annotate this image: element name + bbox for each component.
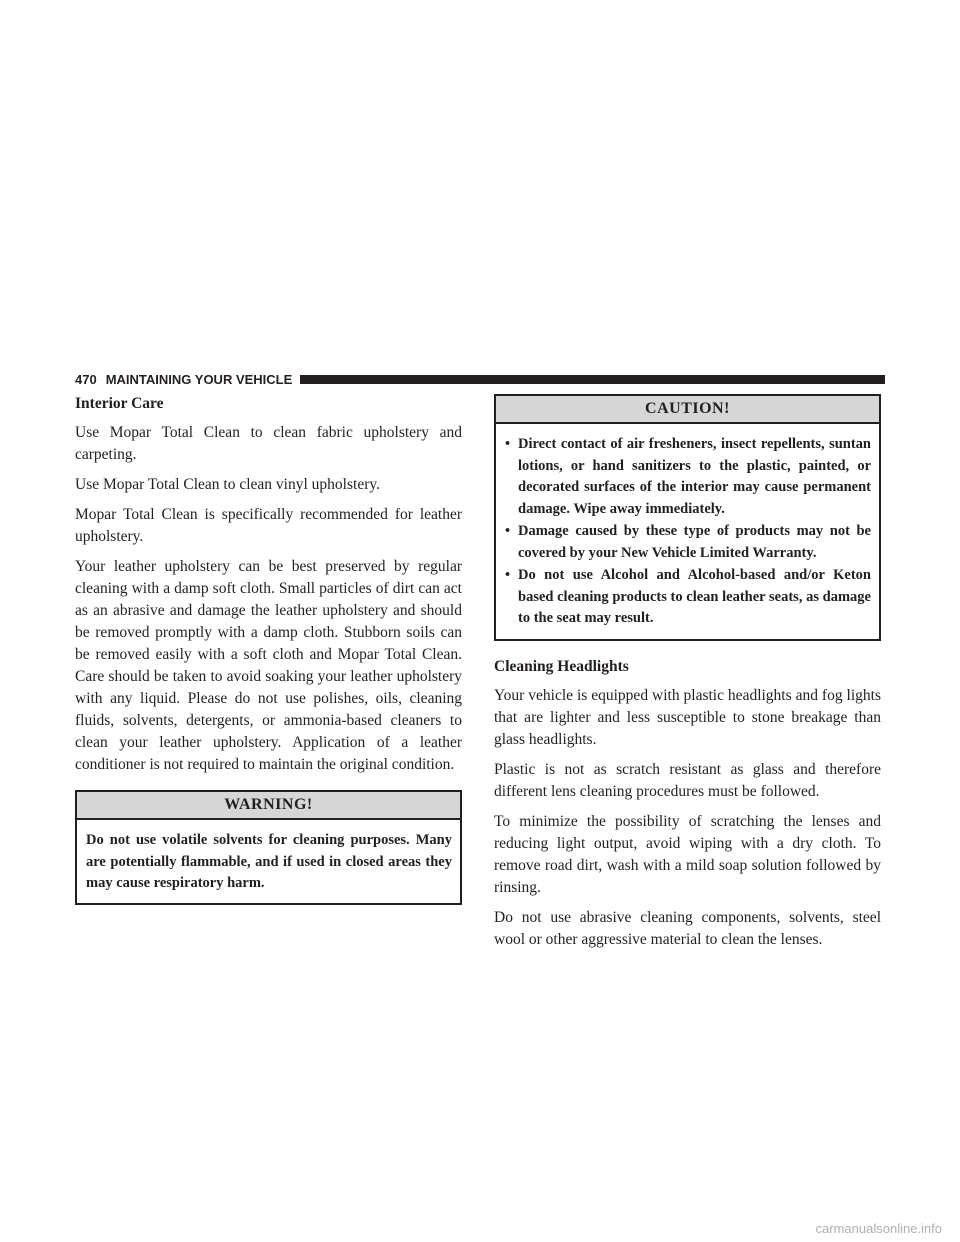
caution-item: • Direct contact of air fresheners, insect repellents, suntan lotions, or hand sanitizers to the plastic, painted, or decorated surfaces of the interior may cause permanent damage. Wipe away immediately. xyxy=(505,436,871,517)
paragraph: Use Mopar Total Clean to clean vinyl upholstery. xyxy=(75,476,380,493)
bullet-icon: • xyxy=(505,523,511,539)
caution-box xyxy=(494,394,881,641)
warning-box xyxy=(75,790,462,905)
caution-title: CAUTION! xyxy=(496,396,879,424)
caution-list xyxy=(505,434,871,630)
left-column xyxy=(75,394,462,921)
caution-item: • Do not use Alcohol and Alcohol-based and/or Keton based cleaning products to clean leather seats, as damage to the seat may result. xyxy=(505,567,871,626)
paragraph: To minimize the possibility of scratching the lenses and reducing light output, avoid wiping with a dry cloth. To remove road dirt, wash with a mild soap solution followed by rinsing. xyxy=(494,812,881,896)
page-number: 470 xyxy=(75,371,97,387)
warning-text: Do not use volatile solvents for cleaning purposes. Many are potentially flammable, and if used in closed areas they may cause respiratory harm. xyxy=(86,832,452,891)
bullet-icon: • xyxy=(505,436,511,452)
page-header xyxy=(75,371,885,387)
paragraph: Plastic is not as scratch resistant as glass and therefore different lens cleaning procedures must be followed. xyxy=(494,760,881,800)
paragraph: Your leather upholstery can be best preserved by regular cleaning with a damp soft cloth. Small particles of dirt can act as an abrasive and damage the leather upholstery and should be removed promptly with a damp cloth. Stubborn soils can be removed easily with a soft cloth and Mopar Total Clean. Care should be taken to avoid soaking your leather upholstery with any liquid. Please do not use polishes, oils, cleaning fluids, solvents, detergents, or ammonia-based cleaners to clean your leather upholstery. Application of a leather conditioner is not required to maintain the original condition. xyxy=(75,558,462,773)
paragraph: Your vehicle is equipped with plastic headlights and fog lights that are lighter and less susceptible to stone breakage than glass headlights. xyxy=(494,686,881,748)
warning-title: WARNING! xyxy=(77,792,460,820)
right-column xyxy=(494,394,881,959)
paragraph: Do not use abrasive cleaning components, solvents, steel wool or other aggressive material to clean the lenses. xyxy=(494,908,881,948)
watermark: carmanualsonline.info xyxy=(815,1221,942,1236)
caution-item: • Damage caused by these type of products may not be covered by your New Vehicle Limited Warranty. xyxy=(505,523,871,561)
paragraph: Mopar Total Clean is specifically recommended for leather upholstery. xyxy=(75,506,462,545)
interior-care-heading: Interior Care xyxy=(75,395,164,412)
bullet-icon: • xyxy=(505,567,511,583)
paragraph: Use Mopar Total Clean to clean fabric upholstery and carpeting. xyxy=(75,424,462,463)
section-title: MAINTAINING YOUR VEHICLE xyxy=(105,371,293,387)
header-rule xyxy=(300,375,885,384)
cleaning-headlights-heading: Cleaning Headlights xyxy=(494,657,629,675)
